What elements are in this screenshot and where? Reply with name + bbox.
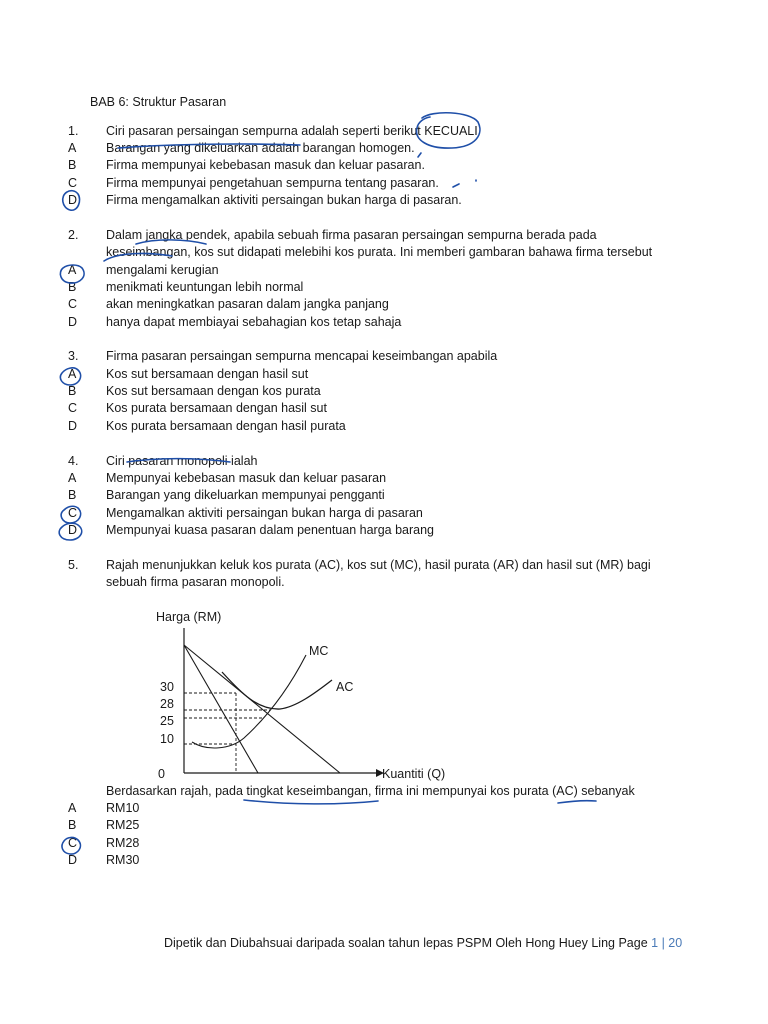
question-5-option-d: RM30 [106,853,140,867]
y-axis-label: Harga (RM) [156,610,222,624]
cost-revenue-diagram [140,600,480,785]
question-2-stem-line-2: keseimbangan, kos sut didapati melebihi kos purata. Ini memberi gambaran bahawa firma tersebut [106,245,653,259]
mr-curve [184,645,258,773]
question-4-option-a-label: A [68,471,77,485]
chapter-title: BAB 6: Struktur Pasaran [90,95,227,109]
question-5-option-d-label: D [68,853,78,867]
question-1-option-a-label: A [68,141,77,155]
page-total: 20 [668,936,683,950]
ac-label: AC [336,680,354,694]
question-3-option-b: Kos sut bersamaan dengan kos purata [106,384,321,398]
question-3-option-c-label: C [68,401,78,415]
question-4-option-c-label: C [68,506,78,520]
x-axis-label: Kuantiti (Q) [382,767,446,781]
question-3-stem: Firma pasaran persaingan sempurna mencapai keseimbangan apabila [106,349,498,363]
question-5-option-c: RM28 [106,836,140,850]
ar-curve [184,645,340,773]
question-4-option-d: Mempunyai kuasa pasaran dalam penentuan harga barang [106,523,435,537]
question-2-option-c: akan meningkatkan pasaran dalam jangka panjang [106,297,389,311]
question-1-stem: Ciri pasaran persaingan sempurna adalah seperti berikut KECUALI [106,124,478,138]
question-5-option-b: RM25 [106,818,140,832]
question-4-option-a: Mempunyai kebebasan masuk dan keluar pasaran [106,471,387,485]
question-3-option-a: Kos sut bersamaan dengan hasil sut [106,367,309,381]
mc-label: MC [309,644,329,658]
tick-mark-b [418,153,421,157]
question-1-option-d: Firma mengamalkan aktiviti persaingan bukan harga di pasaran. [106,193,462,207]
underline-tingkat-keseimbangan [244,800,378,804]
question-2-number: 2. [68,228,79,242]
question-3-option-a-label: A [68,367,77,381]
question-1-option-b: Firma mempunyai kebebasan masuk dan keluar pasaran. [106,158,425,172]
question-5-stem-line-1: Rajah menunjukkan keluk kos purata (AC), kos sut (MC), hasil purata (AR) dan hasil sut (MR) bagi [106,558,651,572]
question-2-option-a-label: A [68,263,77,277]
question-5-option-a: RM10 [106,801,140,815]
question-4-option-b: Barangan yang dikeluarkan mempunyai pengganti [106,488,385,502]
question-4-option-c: Mengamalkan aktiviti persaingan bukan harga di pasaran [106,506,423,520]
question-2-option-d-label: D [68,315,78,329]
footer-text: Dipetik dan Diubahsuai daripada soalan tahun lepas PSPM Oleh Hong Huey Ling Page [164,936,652,950]
question-2-option-c-label: C [68,297,78,311]
question-3-option-c: Kos purata bersamaan dengan hasil sut [106,401,327,415]
question-1-option-b-label: B [68,158,77,172]
question-2-stem-line-1: Dalam jangka pendek, apabila sebuah firma pasaran persaingan sempurna berada pada [106,228,597,242]
page-separator: | [661,936,665,950]
y-tick-10: 10 [160,732,174,746]
origin-label: 0 [158,767,165,781]
question-3-option-d: Kos purata bersamaan dengan hasil purata [106,419,346,433]
question-5-option-b-label: B [68,818,77,832]
question-1-option-c: Firma mempunyai pengetahuan sempurna tentang pasaran. [106,176,439,190]
question-1-option-c-label: C [68,176,78,190]
question-4-stem: Ciri pasaran monopoli ialah [106,454,258,468]
question-1-number: 1. [68,124,79,138]
tick-mark-c [453,184,459,187]
y-tick-30: 30 [160,680,174,694]
question-4-number: 4. [68,454,79,468]
question-2-option-b-label: B [68,280,77,294]
underline-ac [558,801,596,803]
question-3-number: 3. [68,349,79,363]
question-5-stem-line-2: sebuah firma pasaran monopoli. [106,575,285,589]
question-5-number: 5. [68,558,79,572]
question-5-option-c-label: C [68,836,78,850]
question-2-option-d: hanya dapat membiayai sebahagian kos tetap sahaja [106,315,402,329]
question-2-option-a: mengalami kerugian [106,263,219,277]
question-5-option-a-label: A [68,801,77,815]
question-1-option-a: Barangan yang dikeluarkan adalah barangan homogen. [106,141,415,155]
page-number: 1 [651,936,659,950]
ac-curve [222,672,332,709]
y-tick-28: 28 [160,697,174,711]
question-3-option-b-label: B [68,384,77,398]
question-4-option-b-label: B [68,488,77,502]
question-5-stem-after-graph: Berdasarkan rajah, pada tingkat keseimbangan, firma ini mempunyai kos purata (AC) sebanyak [106,784,635,798]
question-4-option-d-label: D [68,523,78,537]
question-3-option-d-label: D [68,419,78,433]
y-tick-25: 25 [160,714,174,728]
question-2-option-b: menikmati keuntungan lebih normal [106,280,304,294]
page-footer [164,936,682,950]
question-1-option-d-label: D [68,193,78,207]
mc-curve [192,655,306,748]
